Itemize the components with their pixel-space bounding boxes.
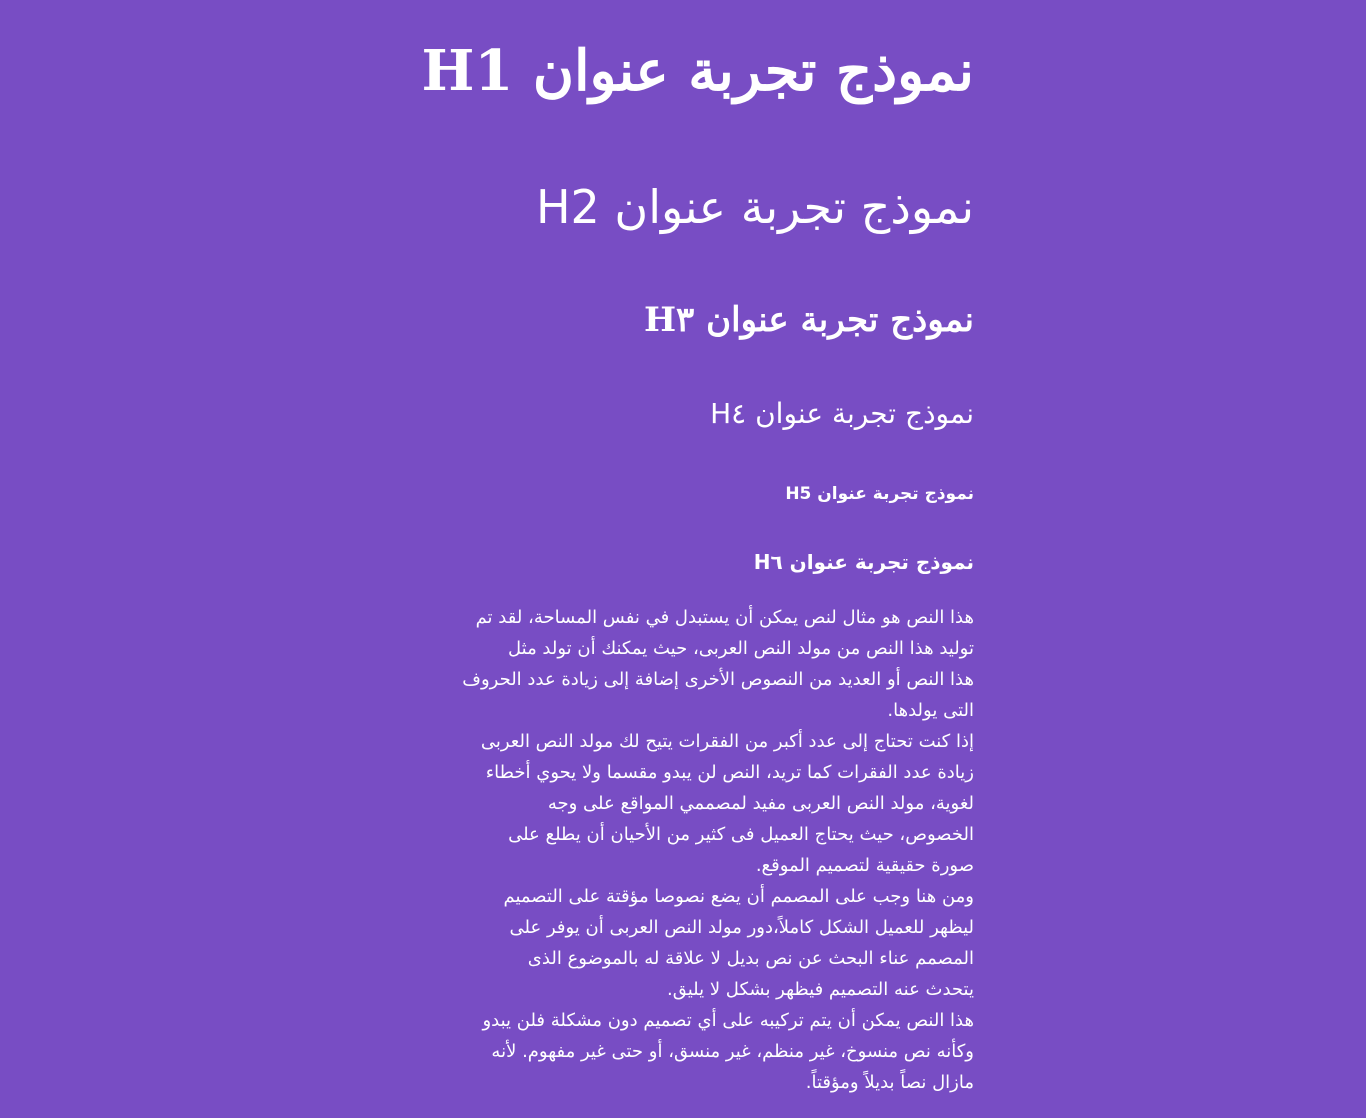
paragraph-4 [394,1005,974,1098]
paragraph-line: التى يولدها. [887,700,974,721]
paragraph-1 [394,602,974,726]
body-text [394,602,974,1098]
paragraph-line: المصمم عناء البحث عن نص بديل لا علاقة له بالموضوع الذى [527,948,974,969]
paragraph-line: وكأنه نص منسوخ، غير منظم، غير منسق، أو حتى غير مفهوم. لأنه [491,1041,974,1062]
paragraph-line: توليد هذا النص من مولد النص العربى، حيث يمكنك أن تولد مثل [508,638,974,659]
paragraph-line: مازال نصاً بديلاً ومؤقتاً. [805,1072,974,1093]
paragraph-line: الخصوص، حيث يحتاج العميل فى كثير من الأحيان أن يطلع على [508,824,974,845]
paragraph-line: يتحدث عنه التصميم فيظهر بشكل لا يليق. [666,979,974,1000]
paragraph-line: هذا النص يمكن أن يتم تركيبه على أي تصميم دون مشكلة فلن يبدو [482,1010,974,1031]
paragraph-line: ليظهر للعميل الشكل كاملاً،دور مولد النص العربى أن يوفر على [509,917,974,938]
paragraph-line: ومن هنا وجب على المصمم أن يضع نصوصا مؤقتة على التصميم [503,886,974,907]
paragraph-line: إذا كنت تحتاج إلى عدد أكبر من الفقرات يتيح لك مولد النص العربى [480,731,974,752]
heading-6: نموذج تجربة عنوان H٦ [753,550,974,574]
paragraph-line: صورة حقيقية لتصميم الموقع. [755,855,974,876]
paragraph-3 [394,881,974,1005]
paragraph-2 [394,726,974,881]
heading-4: نموذج تجربة عنوان H٤ [710,397,974,430]
heading-2: نموذج تجربة عنوان H2 [535,180,974,234]
paragraph-line: لغوية، مولد النص العربى مفيد لمصممي المواقع على وجه [547,793,974,814]
heading-3: نموذج تجربة عنوان H٣ [643,300,974,340]
paragraph-line: هذا النص أو العديد من النصوص الأخرى إضافة إلى زيادة عدد الحروف [462,669,974,690]
heading-1: نموذج تجربة عنوان H1 [421,38,974,104]
paragraph-line: زيادة عدد الفقرات كما تريد، النص لن يبدو مقسما ولا يحوي أخطاء [485,762,974,783]
heading-5: نموذج تجربة عنوان H5 [785,484,974,504]
paragraph-line: هذا النص هو مثال لنص يمكن أن يستبدل في نفس المساحة، لقد تم [475,607,974,628]
